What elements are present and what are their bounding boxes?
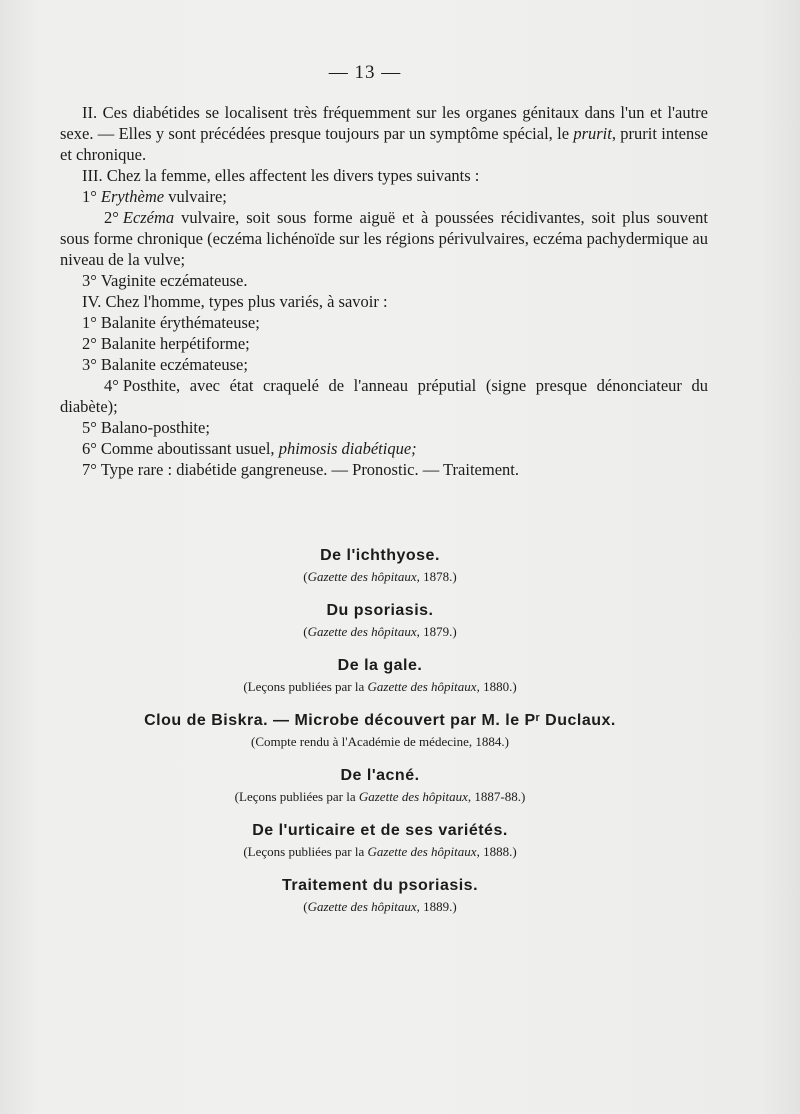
source-text: (	[303, 624, 308, 639]
source-year: , 1880.)	[476, 679, 517, 694]
list-item-man-2	[60, 333, 708, 354]
source-year: , 1878.)	[416, 569, 457, 584]
publication-source	[60, 567, 700, 587]
source-text: (	[303, 899, 308, 914]
item-text: Balanite érythémateuse;	[100, 313, 260, 332]
item-text: vulvaire, soit sous forme aiguë et à poussées récidivantes, soit plus souvent sous forme chronique (eczéma lichénoïde sur les régions périvulvaires, eczéma pachydermique au niveau de la vulve;	[60, 208, 708, 269]
list-item-woman-1	[60, 186, 708, 207]
item-text: Vaginite eczémateuse.	[100, 271, 248, 290]
source-text: (	[303, 569, 308, 584]
source-journal: Gazette des hôpitaux	[367, 679, 477, 694]
source-text: (Compte rendu à l'Académie de médecine, 1884.)	[251, 734, 509, 749]
publication-source	[60, 787, 700, 807]
publication-source	[60, 732, 700, 752]
item-italic: phimosis diabétique;	[278, 439, 417, 458]
publication-heading: De l'acné.	[340, 767, 420, 784]
item-text: Type rare : diabétide gangreneuse. — Pronostic. — Traitement.	[100, 460, 519, 479]
item-text: Posthite, avec état craquelé de l'anneau préputial (signe presque dénonciateur du diabète);	[60, 376, 708, 416]
paragraph-man-types: IV. Chez l'homme, types plus variés, à savoir :	[82, 292, 388, 311]
publication-entry	[60, 545, 700, 587]
paragraph-text: II. Ces diabétides se localisent très fréquemment sur les organes génitaux dans l'un et l'autre sexe. — Elles y sont précédées presque toujours par un symptôme spécial, le	[60, 103, 708, 143]
list-item-woman-3	[60, 270, 708, 291]
source-year: , 1889.)	[416, 899, 457, 914]
item-text: vulvaire;	[164, 187, 227, 206]
publication-heading: Du psoriasis.	[326, 602, 434, 619]
publication-heading: Clou de Biskra. — Microbe découvert par M. le Pʳ Duclaux.	[144, 712, 616, 729]
list-item-man-6	[60, 438, 708, 459]
source-text: (Leçons publiées par la	[234, 789, 359, 804]
item-number: 1°	[82, 187, 97, 206]
item-number: 4°	[104, 376, 119, 395]
publication-entry	[60, 765, 700, 807]
item-number: 6°	[82, 439, 97, 458]
source-text: (Leçons publiées par la	[243, 679, 368, 694]
item-number: 1°	[82, 313, 97, 332]
publication-heading: De l'urticaire et de ses variétés.	[252, 822, 508, 839]
publication-entry	[60, 600, 700, 642]
publication-entry	[60, 875, 700, 917]
source-journal: Gazette des hôpitaux	[307, 624, 417, 639]
item-number: 2°	[104, 208, 119, 227]
publication-source	[60, 897, 700, 917]
paragraph-woman-types: III. Chez la femme, elles affectent les divers types suivants :	[82, 166, 480, 185]
source-text: (Leçons publiées par la	[243, 844, 368, 859]
source-year: , 1888.)	[476, 844, 517, 859]
source-journal: Gazette des hôpitaux	[367, 844, 477, 859]
paragraph-italic: prurit	[573, 124, 612, 143]
item-italic: Erythème	[100, 187, 165, 206]
item-number: 3°	[82, 271, 97, 290]
publication-source	[60, 622, 700, 642]
list-item-man-5	[60, 417, 708, 438]
source-journal: Gazette des hôpitaux	[307, 899, 417, 914]
source-journal: Gazette des hôpitaux	[307, 569, 417, 584]
list-item-woman-2	[60, 207, 708, 270]
item-number: 3°	[82, 355, 97, 374]
page-number: — 13 —	[328, 62, 402, 83]
item-text: Balanite herpétiforme;	[100, 334, 250, 353]
source-year: , 1887-88.)	[467, 789, 526, 804]
source-journal: Gazette des hôpitaux	[358, 789, 468, 804]
item-number: 5°	[82, 418, 97, 437]
body-text	[60, 102, 708, 480]
list-item-man-1	[60, 312, 708, 333]
publication-heading: De la gale.	[337, 657, 423, 674]
paragraph-text-end: , prurit intense et chronique.	[60, 124, 708, 164]
item-text: Comme aboutissant usuel,	[100, 439, 279, 458]
item-text: Balanite eczémateuse;	[100, 355, 248, 374]
publications-list	[60, 545, 700, 930]
paragraph-genital-localisation	[60, 102, 708, 165]
publication-heading: De l'ichthyose.	[320, 547, 440, 564]
publication-entry	[60, 655, 700, 697]
source-year: , 1879.)	[416, 624, 457, 639]
publication-heading: Traitement du psoriasis.	[281, 877, 479, 894]
item-italic: Eczéma	[122, 208, 175, 227]
list-item-man-7	[60, 459, 708, 480]
publication-entry	[60, 710, 700, 752]
item-number: 2°	[82, 334, 97, 353]
item-number: 7°	[82, 460, 97, 479]
publication-source	[60, 842, 700, 862]
publication-entry	[60, 820, 700, 862]
publication-source	[60, 677, 700, 697]
item-text: Balano-posthite;	[100, 418, 210, 437]
list-item-man-3	[60, 354, 708, 375]
list-item-man-4	[60, 375, 708, 417]
